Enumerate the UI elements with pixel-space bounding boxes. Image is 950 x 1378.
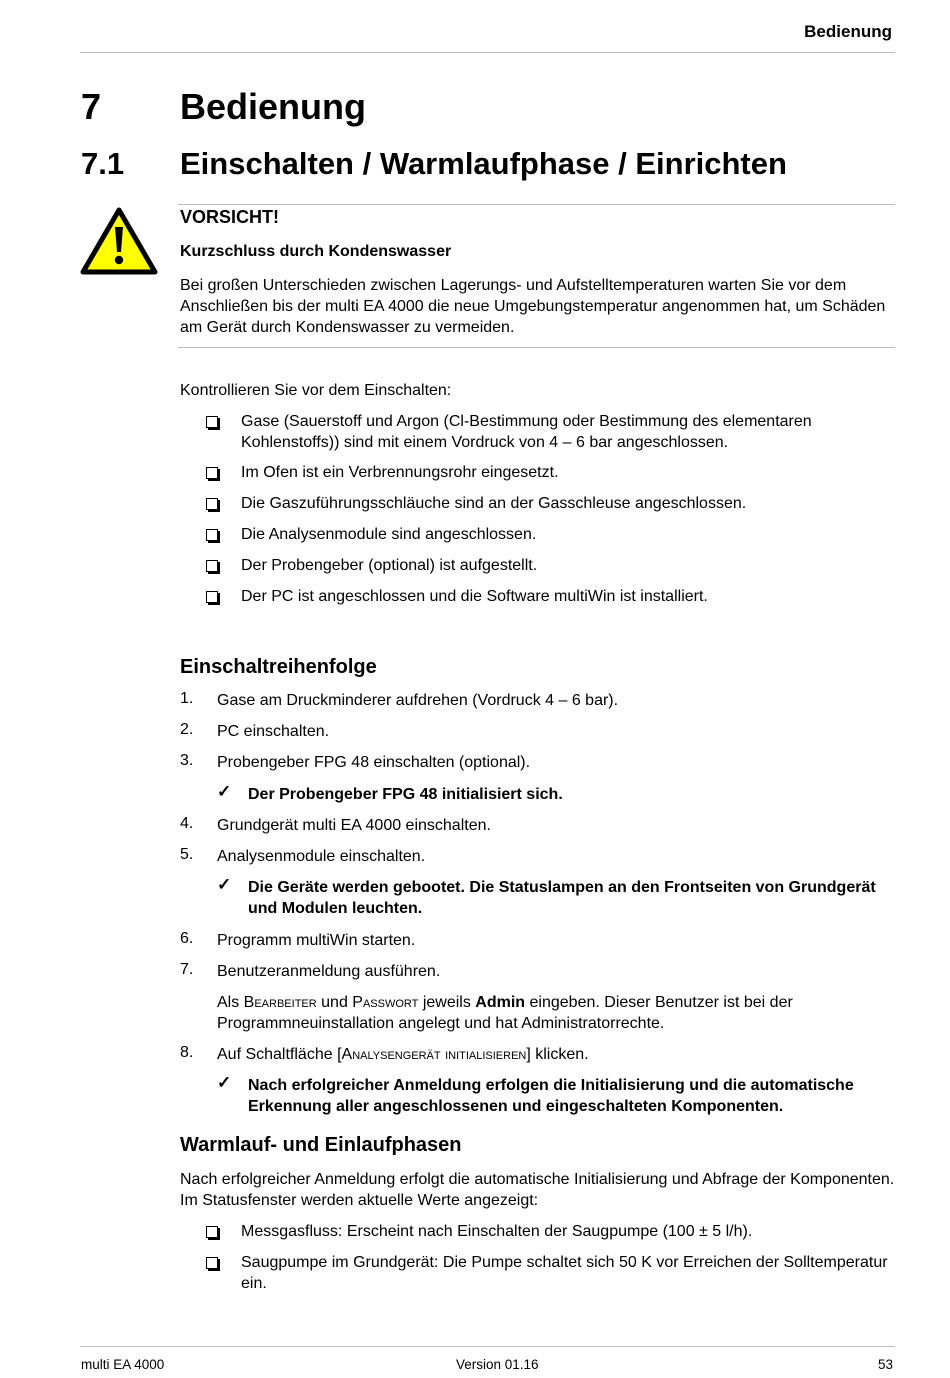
section-title: Einschalten / Warmlaufphase / Einrichten bbox=[180, 146, 787, 181]
chapter-title: Bedienung bbox=[180, 86, 366, 127]
step-text: Programm multiWin starten. bbox=[217, 932, 416, 949]
check-item: Die Analysenmodule sind angeschlossen. bbox=[241, 526, 537, 543]
checkbox-icon bbox=[206, 416, 218, 428]
footer-version: Version 01.16 bbox=[456, 1357, 539, 1372]
caution-bottom-rule bbox=[178, 347, 895, 348]
footer-product: multi EA 4000 bbox=[81, 1357, 165, 1372]
check-mark-icon: ✓ bbox=[217, 1073, 232, 1092]
warmup-item: Messgasfluss: Erscheint nach Einschalten der Saugpumpe (100 ± 5 l/h). bbox=[241, 1223, 753, 1240]
step-text: Grundgerät multi EA 4000 einschalten. bbox=[217, 817, 491, 834]
running-header: Bedienung bbox=[804, 22, 892, 41]
step7-note: Als Bearbeiter und Passwort jeweils Admin eingeben. Dieser Benutzer ist bei der Programmneuinstallation angelegt und hat Administratorrechte. bbox=[217, 994, 793, 1032]
warmup-heading: Warmlauf- und Einlaufphasen bbox=[180, 1134, 462, 1156]
caution-subtitle: Kurzschluss durch Kondenswasser bbox=[180, 243, 452, 260]
step-number: 8. bbox=[180, 1044, 194, 1061]
warning-triangle-icon bbox=[80, 207, 158, 275]
caution-text: Bei großen Unterschieden zwischen Lagerungs- und Aufstelltemperaturen warten Sie vor dem Anschließen bis der multi EA 4000 die neue Umgebungstemperatur angenommen hat, um Schäden am Gerät durch Kondenswasser zu vermeiden. bbox=[180, 277, 886, 336]
warmup-item: Saugpumpe im Grundgerät: Die Pumpe schaltet sich 50 K vor Erreichen der Solltemperatur ein. bbox=[241, 1254, 888, 1292]
checkbox-icon bbox=[206, 560, 218, 572]
step-number: 5. bbox=[180, 846, 194, 863]
check-mark-icon: ✓ bbox=[217, 875, 232, 894]
check-item: Im Ofen ist ein Verbrennungsrohr eingesetzt. bbox=[241, 464, 559, 481]
step-result: Nach erfolgreicher Anmeldung erfolgen die Initialisierung und die automatische Erkennung aller angeschlossenen und eingeschalteten Komponenten. bbox=[248, 1077, 854, 1115]
step-text: PC einschalten. bbox=[217, 723, 330, 740]
section-number: 7.1 bbox=[81, 146, 125, 181]
checkbox-icon bbox=[206, 591, 218, 603]
step-text: Benutzeranmeldung ausführen. bbox=[217, 963, 441, 980]
step-number: 1. bbox=[180, 690, 194, 707]
step-number: 3. bbox=[180, 752, 194, 769]
check-item: Der Probengeber (optional) ist aufgestellt. bbox=[241, 557, 538, 574]
check-intro: Kontrollieren Sie vor dem Einschalten: bbox=[180, 382, 452, 399]
checkbox-icon bbox=[206, 467, 218, 479]
step-number: 6. bbox=[180, 930, 194, 947]
step-number: 7. bbox=[180, 961, 194, 978]
header-rule bbox=[80, 52, 895, 53]
step-text: Auf Schaltfläche [Analysengerät initialisieren] klicken. bbox=[217, 1046, 589, 1063]
step-number: 2. bbox=[180, 721, 194, 738]
check-mark-icon: ✓ bbox=[217, 782, 232, 801]
step-result: Die Geräte werden gebootet. Die Statuslampen an den Frontseiten von Grundgerät und Modulen leuchten. bbox=[248, 879, 876, 917]
step-number: 4. bbox=[180, 815, 194, 832]
checkbox-icon bbox=[206, 529, 218, 541]
step-result: Der Probengeber FPG 48 initialisiert sich. bbox=[248, 786, 563, 803]
check-item: Der PC ist angeschlossen und die Software multiWin ist installiert. bbox=[241, 588, 708, 605]
checkbox-icon bbox=[206, 1257, 218, 1269]
step-text: Probengeber FPG 48 einschalten (optional). bbox=[217, 754, 531, 771]
warmup-text: Nach erfolgreicher Anmeldung erfolgt die automatische Initialisierung und Abfrage der Komponenten. Im Statusfenster werden aktuelle Werte angezeigt: bbox=[180, 1171, 895, 1209]
sequence-heading: Einschaltreihenfolge bbox=[180, 656, 377, 678]
checkbox-icon bbox=[206, 1226, 218, 1238]
page-number: 53 bbox=[877, 1357, 893, 1372]
check-item: Gase (Sauerstoff und Argon (Cl-Bestimmung oder Bestimmung des elementaren Kohlenstoffs)) sind mit einem Vordruck von 4 – 6 bar angeschlossen. bbox=[241, 413, 812, 451]
step-text: Gase am Druckminderer aufdrehen (Vordruck 4 – 6 bar). bbox=[217, 692, 619, 709]
caution-title: VORSICHT! bbox=[180, 207, 279, 227]
caution-top-rule bbox=[178, 204, 895, 205]
chapter-number: 7 bbox=[81, 86, 102, 127]
footer-rule bbox=[80, 1346, 895, 1347]
checkbox-icon bbox=[206, 498, 218, 510]
check-item: Die Gaszuführungsschläuche sind an der Gasschleuse angeschlossen. bbox=[241, 495, 747, 512]
step-text: Analysenmodule einschalten. bbox=[217, 848, 426, 865]
